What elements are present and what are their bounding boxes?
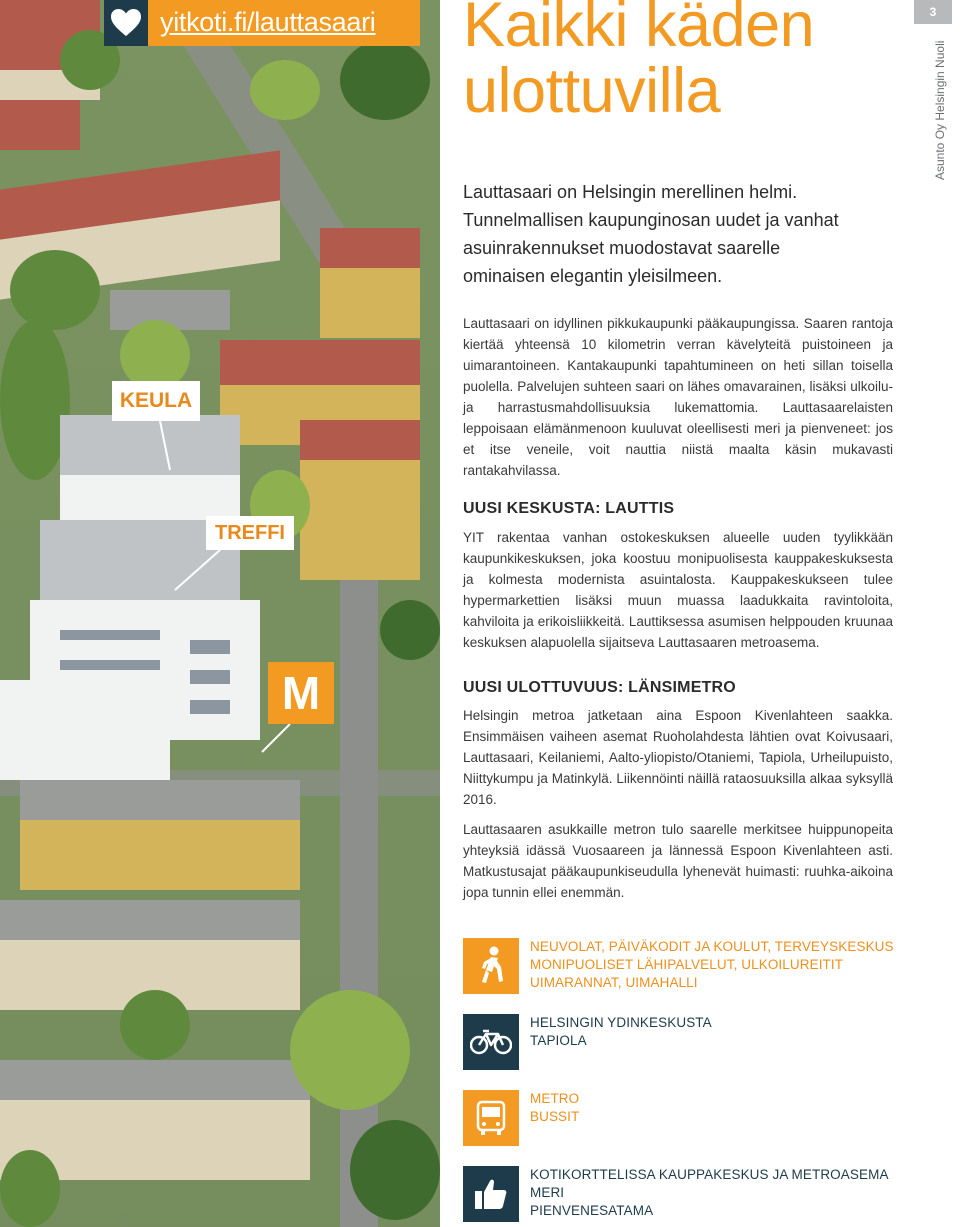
feature-item-services	[463, 938, 923, 1002]
section-body-lauttis	[463, 527, 893, 653]
heart-icon	[104, 0, 148, 46]
walking-person-icon	[463, 938, 519, 994]
intro-text: Lauttasaari on idyllinen pikkukaupunki pääkaupungissa. Saaren rantoja kiertää yhteensä 10 kilometrin verran kävelyteitä puistoineen ja uimarantoineen. Kantakaupunki tapahtumineen on heti sillan toisella puolella. Palvelujen suhteen saari on lähes omavarainen, lisäksi ulkoilu- ja harrastusmahdollisuuksia lukemattomia. Lauttasaarelaisten leppoisaan elämänmenoon kuuluvat oleellisesti meri ja pienveneet: jos et itse veneile, voit nauttia niistä maalta käsin mukavasti rantakahvilassa.	[463, 316, 893, 478]
keula-label: KEULA	[112, 381, 200, 421]
section-text-lauttis: YIT rakentaa vanhan ostokeskuksen alueelle uuden tyylikkään kaupunkikeskuksen, joka koostuu monipuolisesta kauppakeskuksesta ja kolmesta modernista asuintalosta. Kauppakeskukseen tulee hypermarkettien lisäksi muun muassa laadukkaita ravintoloita, kahviloita ja erikoisliikkeitä. Lauttiksessa asumisen helppouden kruunaa keskuksen alapuolella sijaitseva Lauttasaaren metroasema.	[463, 530, 893, 650]
aerial-photo	[0, 0, 440, 1227]
feature-lines-transport	[530, 1090, 920, 1126]
feature-line: HELSINGIN YDINKESKUSTA	[530, 1015, 712, 1030]
bus-icon	[463, 1090, 519, 1146]
feature-item-home-block	[463, 1166, 923, 1227]
page-title: Kaikki käden ulottuvilla	[463, 0, 815, 126]
section-title-lansimetro: UUSI ULOTTUVUUS: LÄNSIMETRO	[463, 679, 736, 696]
feature-lines-services	[530, 938, 920, 992]
feature-item-city	[463, 1014, 923, 1078]
page-number: 3	[914, 0, 952, 24]
bicycle-icon	[463, 1014, 519, 1070]
feature-line: METRO	[530, 1091, 580, 1106]
thumbs-up-icon	[463, 1166, 519, 1222]
label-leader-lines	[0, 0, 440, 1227]
feature-line: NEUVOLAT, PÄIVÄKODIT JA KOULUT, TERVEYSKESKUS	[530, 939, 894, 954]
feature-lines-city	[530, 1014, 920, 1050]
feature-line: UIMARANNAT, UIMAHALLI	[530, 975, 698, 990]
feature-line: BUSSIT	[530, 1109, 580, 1124]
treffi-label: TREFFI	[206, 516, 294, 550]
feature-line: MERI	[530, 1185, 565, 1200]
feature-line: MONIPUOLISET LÄHIPALVELUT, ULKOILUREITIT	[530, 957, 844, 972]
feature-line: KOTIKORTTELISSA KAUPPAKESKUS JA METROASEMA	[530, 1167, 889, 1182]
section-text-lansimetro-1: Helsingin metroa jatketaan aina Espoon Kivenlahteen saakka. Ensimmäisen vaiheen asemat Ruoholahdesta lähtien ovat Koivusaari, Lauttasaari, Keilaniemi, Aalto-yliopisto/Otaniemi, Tapiola, Urheilupuisto, Niittykumpu ja Matinkylä. Liikennöinti näillä rataosuuksilla alkaa syksyllä 2016.	[463, 708, 893, 807]
section-title-lauttis: UUSI KESKUSTA: LAUTTIS	[463, 500, 675, 517]
metro-label: M	[268, 662, 334, 724]
feature-line: TAPIOLA	[530, 1033, 587, 1048]
project-side-label: Asunto Oy Helsingin Nuoli	[933, 40, 947, 180]
intro-paragraph	[463, 313, 893, 481]
feature-line: PIENVENESATAMA	[530, 1203, 654, 1218]
feature-item-transport	[463, 1090, 923, 1154]
feature-lines-home-block	[530, 1166, 920, 1220]
site-url-link[interactable]: yitkoti.fi/lauttasaari	[160, 7, 376, 37]
lead-paragraph: Lauttasaari on Helsingin merellinen helmi. Tunnelmallisen kaupunginosan uudet ja vanhat asuinrakennukset muodostavat saarelle ominaisen elegantin yleisilmeen.	[463, 182, 839, 286]
section-body-lansimetro	[463, 705, 893, 903]
section-text-lansimetro-2: Lauttasaaren asukkaille metron tulo saarelle merkitsee huippunopeita yhteyksiä idässä Vuosaareen ja lännessä Espoon Kivenlahteen asti. Matkustusajat pääkaupunkiseudulla lyhenevät huimasti: ruuhka-aikoina jopa tunnin ellei enemmän.	[463, 822, 893, 900]
